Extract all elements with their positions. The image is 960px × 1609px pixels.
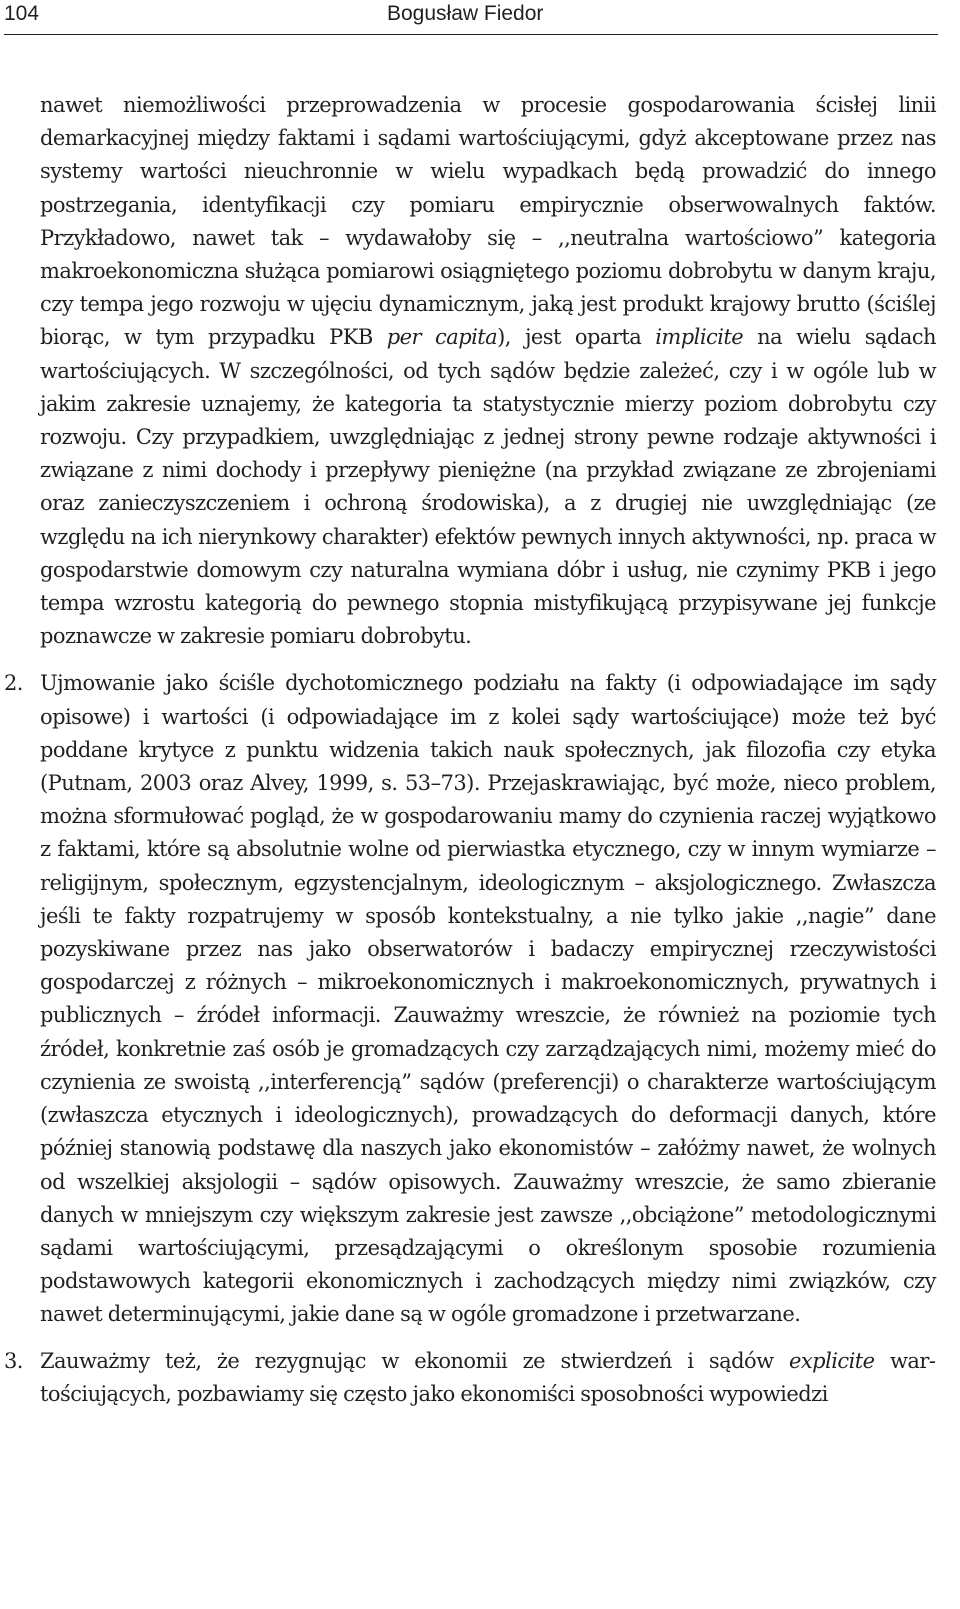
text-run: Zauważmy też, że rezygnując w ekonomii ze stwierdzeń i sądów [40, 1348, 789, 1373]
text-run: na wielu sądach wartościujących. W szczególności, od tych sądów będzie zależeć, czy i w ogóle lub w jakim zakresie uznajemy, że kategoria ta statystycznie mierzy poziom dobrobytu czy rozwoju. Czy przypadkiem, uwzględniając z jednej strony pewne rodzaje aktywności i związane z nimi dochody i przepływy pieniężne (na przykład związane ze zbrojeniami oraz zanieczyszczeniem i ochroną środowiska), a z drugiej nie uwzględniając (ze względu na ich nierynkowy charakter) efektów pewnych innych aktywności, np. praca w gospodarstwie domowym czy naturalna wymiana dóbr i usług, nie czynimy PKB i jego tempa wzrostu kategorią do pewnego stopnia mistyfikującą przypisywane jej funkcje poznawcze w zakresie pomiaru dobrobytu. [40, 325, 937, 649]
text-run: ), jest oparta [497, 325, 656, 350]
body-text [4, 89, 937, 1411]
list-item-text: Ujmowanie jako ściśle dychotomicznego podziału na fakty (i odpowiadające im sądy opisowe) i wartości (i odpowiadające im z kolei sądy wartościujące) może też być poddane krytyce z punktu widzenia takich nauk społecznych, jak filozofia czy etyka (Putnam, 2003 oraz Alvey, 1999, s. 53–73). Przejaskrawiając, być może, nieco problem, można sformułować pogląd, że w gospodarowaniu mamy do czynienia raczej wyjątkowo z faktami, które są absolutnie wolne od pierwiastka etycznego, czy w innym wymiarze – religijnym, społecznym, egzystencjalnym, ideologicznym – aksjologicznego. Zwłaszcza jeśli te fakty rozpatrujemy w sposób kontekstualny, a nie tylko jakie ,,nagie” dane pozyskiwane przez nas jako obserwatorów i badaczy empirycznej rzeczywistości gospodarczej z różnych – mikroekonomicznych i makroekonomicznych, prywatnych i publicznych – źródeł informacji. Zauważmy wreszcie, że również na poziomie tych źródeł, konkretnie zaś osób je gromadzących czy zarządzających nimi, możemy mieć do czynienia ze swoistą ,,interferencją” sądów (preferencji) o charakterze wartościującym (zwłaszcza etycznych i ideologicznych), prowadzących do deformacji danych, które później stanowią podstawę dla naszych jako ekonomistów – załóżmy nawet, że wolnych od wszelkiej aksjologii – sądów opisowych. Zauważmy wreszcie, że samo zbieranie danych w mniejszym czy większym zakresie jest zawsze ,,obciążone” metodologicznymi sądami wartościującymi, przesądzającymi o określonym sposobie rozumienia podstawowych kategorii ekonomicznych i zachodzących między nimi związków, czy nawet determinującymi, jakie dane są w ogóle gromadzone i przetwarzane. [40, 671, 936, 1327]
list-item-number: 3. [4, 1348, 23, 1373]
italic-term: implicite [655, 325, 744, 350]
continued-paragraph [40, 89, 936, 653]
running-title: Bogusław Fiedor [387, 2, 544, 25]
page-number: 104 [4, 2, 40, 25]
list-item-2 [4, 667, 936, 1331]
list-item-3 [4, 1345, 937, 1411]
italic-term: explicite [789, 1348, 875, 1373]
text-run: nawet niemożliwości przeprowadzenia w procesie gospodarowania ścisłej linii demarkacyjnej między faktami i sądami wartościującymi, gdyż akceptowane przez nas systemy wartości nieuchronnie w wielu wypadkach będą prowadzić do innego postrzegania, identyfikacji czy pomiaru empirycznie obserwowalnych faktów. Przykładowo, nawet tak – wydawałoby się – ,,neutralna wartościowo” kategoria makroekonomiczna służąca pomiarowi osiągniętego poziomu dobrobytu w danym kraju, czy tempa jego rozwoju w ujęciu dynamicznym, jaką jest produkt krajowy brutto (ściślej biorąc, w tym przypadku PKB [40, 93, 936, 350]
list-item-number: 2. [4, 671, 23, 696]
text-run: wartościujących, pozbawiamy się często jako ekonomiści sposobności wypowiedzi [40, 1348, 937, 1406]
italic-term: per capita [386, 325, 498, 350]
running-head [4, 0, 938, 35]
